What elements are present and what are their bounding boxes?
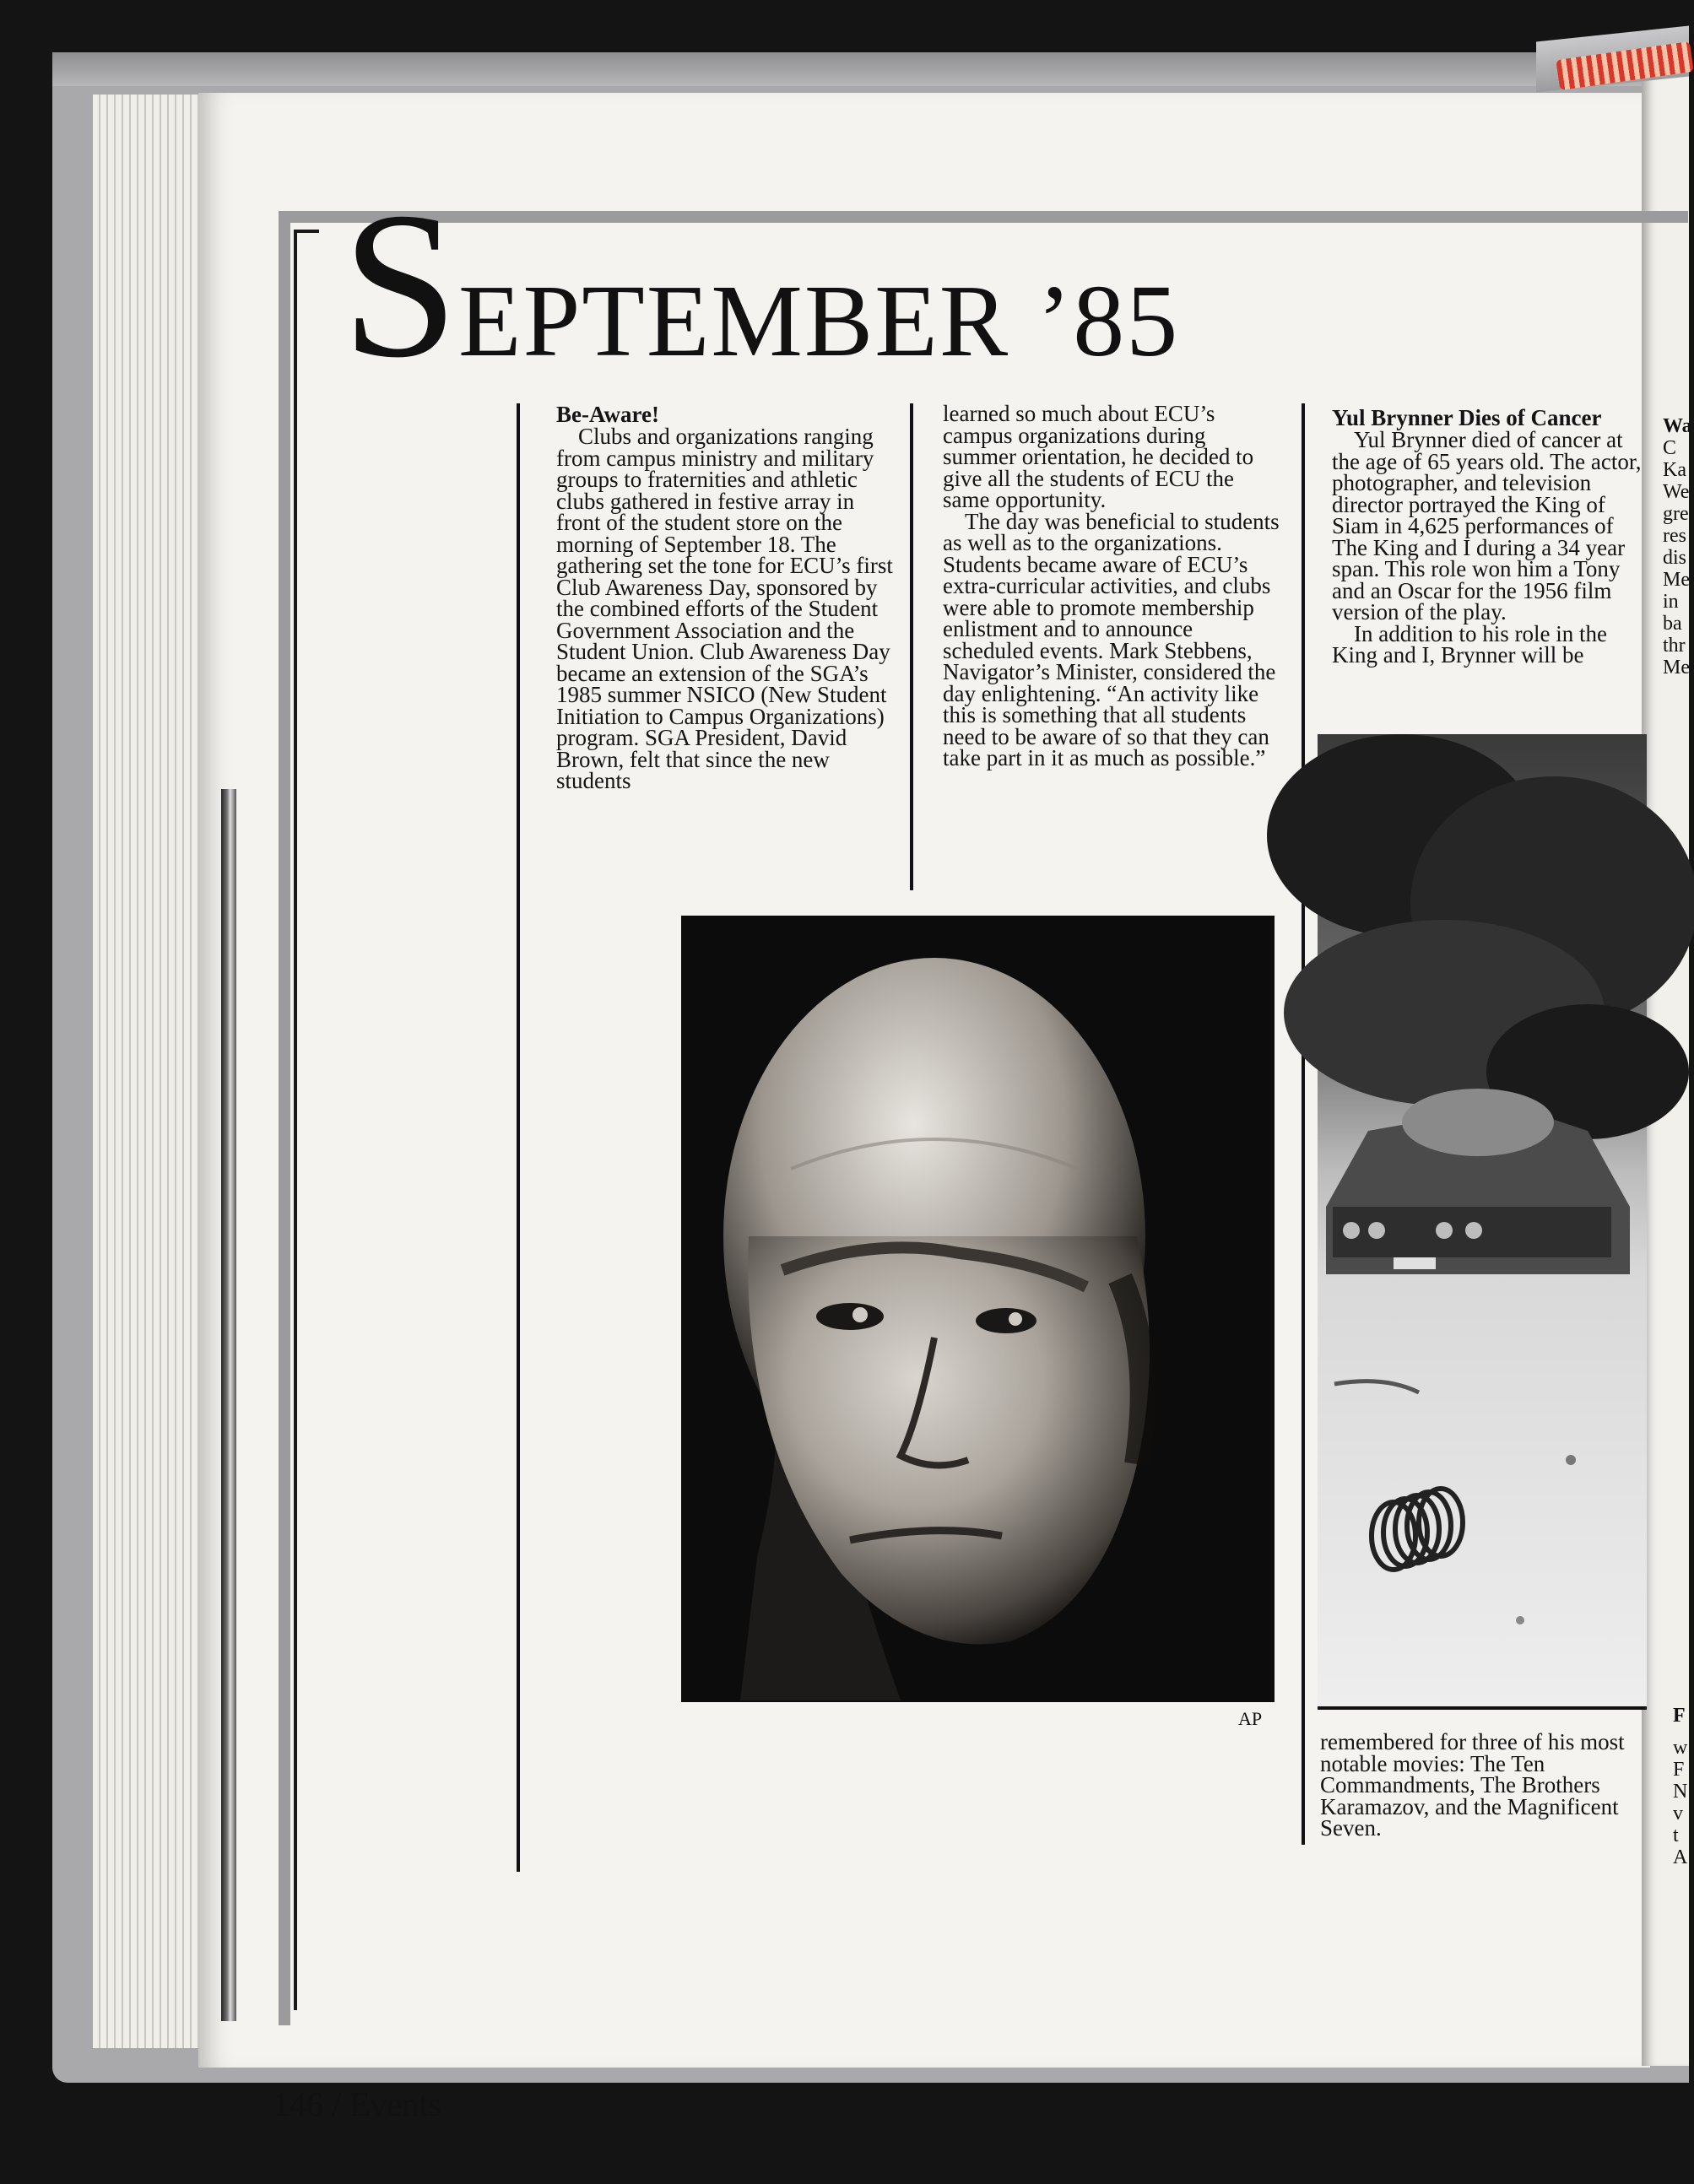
next-page-fragment: C — [1663, 437, 1677, 459]
article-brynner-continued — [1320, 1729, 1649, 1841]
next-page-fragment: We — [1663, 481, 1690, 503]
next-page-fragment: w — [1673, 1737, 1688, 1759]
burning-car-photo — [1318, 734, 1647, 1710]
column-rule-1 — [517, 403, 520, 1872]
next-page-fragment: Me — [1663, 569, 1690, 591]
next-page-fragment: N — [1673, 1781, 1688, 1803]
yul-brynner-photo — [681, 916, 1275, 1702]
frame-rule-left — [279, 211, 290, 2025]
next-page-fragment: v — [1673, 1803, 1683, 1825]
page-title — [342, 169, 1180, 401]
article-paragraph-continued: remembered for three of his most notable movies: The Ten Commandments, The Brothers Karamazov, and the Magnificent Seven. — [1320, 1729, 1625, 1841]
portrait-illustration — [681, 916, 1275, 1702]
next-page-fragment: gre — [1663, 503, 1689, 525]
previous-page-photo-edge — [221, 789, 236, 2021]
next-page-fragment: dis — [1663, 547, 1687, 569]
next-page-fragment: F — [1673, 1705, 1686, 1727]
column-rule-2 — [910, 403, 913, 890]
article-paragraph: The day was beneficial to students as well as to the organizations. Students became aware of ECU’s extra-curricular activities, and clubs were able to promote membership enlistment and to announce scheduled events. Mark Stebbens, Navigator’s Minister, considered the day enlightening. “An activity like this is something that all students need to be aware of so that they can take part in it as much as possible.” — [943, 508, 1280, 770]
title-text: EPTEMBER ’85 — [457, 264, 1180, 378]
article-title-brynner: Yul Brynner Dies of Cancer — [1332, 405, 1602, 430]
war-scene-illustration — [1318, 734, 1647, 1706]
article-be-aware-col2 — [943, 403, 1280, 770]
article-title-be-aware: Be-Aware! — [556, 402, 659, 427]
next-page-fragment: F — [1673, 1759, 1685, 1781]
article-paragraph: In addition to his role in the King and I, Brynner will be — [1332, 620, 1607, 668]
article-paragraph: Yul Brynner died of cancer at the age of 65 years old. The actor, photographer, and television director portrayed the King of Siam in 4,625 performances of The King and I during a 34 year span. This role won him a Tony and an Oscar for the 1956 film version of the play. — [1332, 427, 1642, 624]
next-page-fragment: Me — [1663, 657, 1690, 678]
next-page-fragment: res — [1663, 525, 1686, 547]
next-page-fragment: Ka — [1663, 459, 1686, 481]
book-cover-top-edge — [52, 52, 1689, 86]
article-brynner-col3 — [1332, 407, 1644, 667]
next-page-fragment: in — [1663, 591, 1679, 613]
next-page-text-top — [1663, 415, 1692, 678]
article-be-aware-col1 — [556, 403, 902, 792]
frame-rule-top-inner — [294, 230, 319, 233]
article-paragraph-continued: learned so much about ECU’s campus organizations during summer orientation, he decided to give all the students of ECU the same opportunity. — [943, 401, 1254, 512]
next-page-fragment: Wa — [1663, 415, 1692, 437]
photo-credit: AP — [1238, 1708, 1263, 1729]
article-paragraph: Clubs and organizations ranging from campus ministry and military groups to fraternities and athletic clubs gathered in festive array in front of the student store on the morning of September 18. The gathering set the tone for ECU’s first Club Awareness Day, sponsored by the combined efforts of the Student Government Association and the Student Union. Club Awareness Day became an extension of the SGA’s 1985 summer NSICO (New Student Initiation to Campus Organizations) program. SGA President, David Brown, felt that since the new students — [556, 424, 893, 793]
title-dropcap: S — [342, 169, 458, 401]
page-folio: 146 / Events — [273, 2085, 441, 2123]
next-page-fragment: ba — [1663, 613, 1682, 635]
column-rule-3 — [1302, 403, 1305, 1845]
next-page-fragment: A — [1673, 1846, 1688, 1868]
next-page-fragment: thr — [1663, 635, 1686, 657]
frame-rule-left-inner — [294, 230, 297, 2010]
next-page-fragment: t — [1673, 1825, 1679, 1846]
next-page-text-bottom — [1673, 1705, 1687, 1868]
